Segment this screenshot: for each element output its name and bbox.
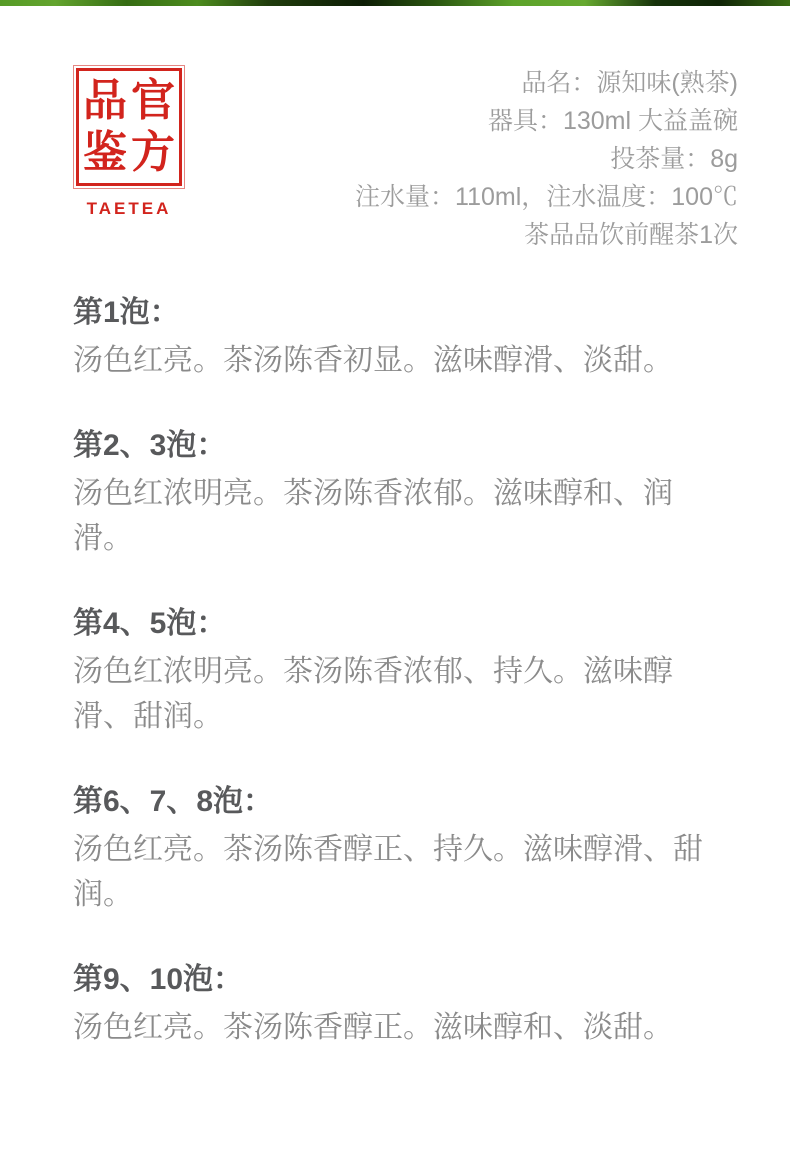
info-line-rinse: 茶品品饮前醒茶1次 (524, 221, 738, 249)
section-body: 汤色红浓明亮。茶汤陈香浓郁。滋味醇和、润滑。 (73, 477, 673, 555)
brewing-parameters (355, 64, 738, 254)
info-line-tea-amount: 投茶量：8g (610, 145, 738, 173)
tasting-section (73, 293, 723, 383)
tasting-section (73, 604, 723, 739)
tasting-notes (73, 293, 723, 1093)
brand-name: TAETEA (86, 199, 172, 218)
section-title: 第1泡： (73, 296, 180, 329)
section-title: 第2、3泡： (73, 429, 227, 462)
section-title: 第9、10泡： (73, 963, 244, 996)
seal-char: 方 (131, 128, 175, 177)
seal-char: 官 (131, 76, 175, 125)
info-line-product-name: 品名：源知味(熟茶) (521, 69, 738, 97)
tasting-section (73, 782, 723, 917)
section-title: 第6、7、8泡： (73, 785, 274, 818)
info-line-water: 注水量：110ml，注水温度：100℃ (355, 183, 738, 211)
tasting-section (73, 426, 723, 561)
brand-logo (73, 68, 185, 219)
section-body: 汤色红亮。茶汤陈香醇正。滋味醇和、淡甜。 (73, 1011, 673, 1044)
tea-leaf-banner-strip (0, 0, 790, 6)
section-title: 第4、5泡： (73, 607, 227, 640)
section-body: 汤色红亮。茶汤陈香初显。滋味醇滑、淡甜。 (73, 344, 673, 377)
section-body: 汤色红亮。茶汤陈香醇正、持久。滋味醇滑、甜润。 (73, 833, 703, 911)
tasting-section (73, 960, 723, 1050)
section-body: 汤色红浓明亮。茶汤陈香浓郁、持久。滋味醇滑、甜润。 (73, 655, 673, 733)
seal-char: 鉴 (83, 128, 127, 177)
info-line-vessel: 器具：130ml 大益盖碗 (487, 107, 738, 135)
seal-char: 品 (83, 76, 127, 125)
official-tasting-seal (76, 68, 182, 186)
